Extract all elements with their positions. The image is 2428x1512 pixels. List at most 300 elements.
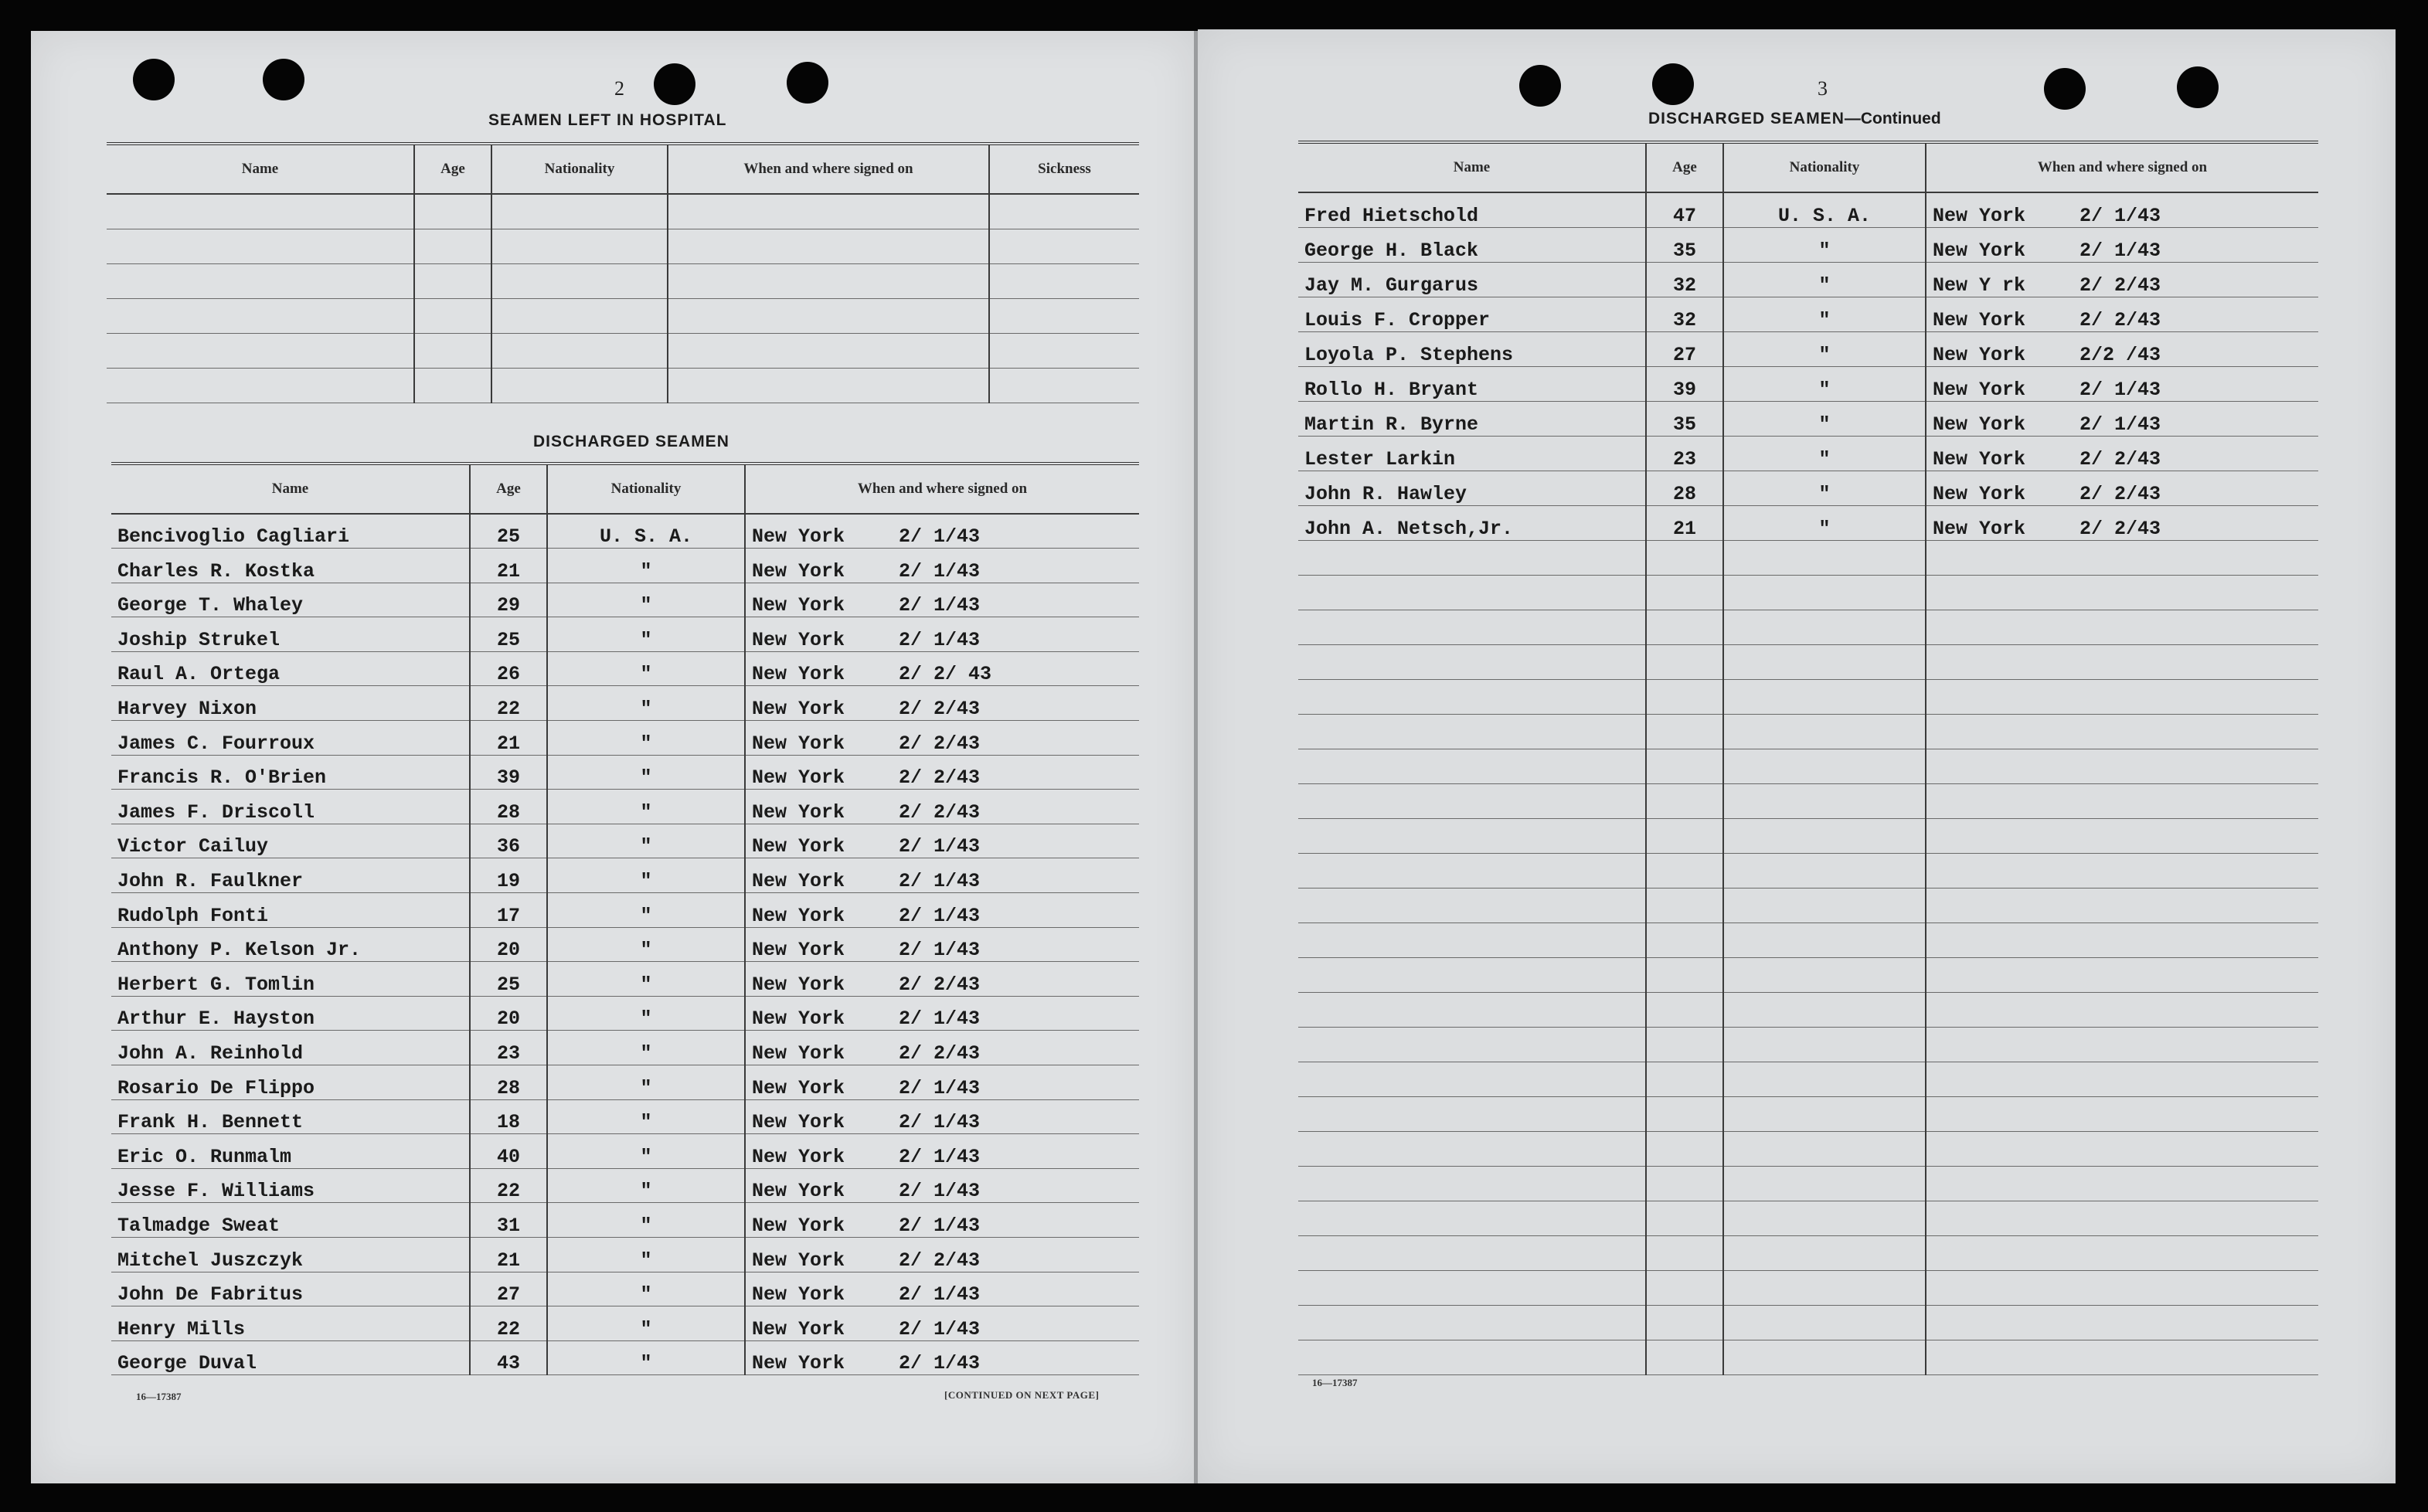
blank-row bbox=[1298, 540, 2318, 575]
blank-cell bbox=[107, 229, 414, 263]
blank-cell bbox=[1298, 1096, 1646, 1131]
blank-cell bbox=[1723, 818, 1926, 853]
seaman-age: 20 bbox=[470, 996, 547, 1031]
signed-on-place: New Y rk bbox=[1933, 274, 2026, 297]
hospital-blank-row bbox=[107, 298, 1139, 333]
signed-on-date: 2/ 2/43 bbox=[899, 1249, 981, 1272]
blank-cell bbox=[1646, 1235, 1723, 1270]
seaman-nationality: " bbox=[547, 1306, 745, 1341]
blank-cell bbox=[491, 368, 668, 403]
signed-on-date: 2/ 2/43 bbox=[899, 766, 981, 790]
blank-row bbox=[1298, 853, 2318, 888]
seaman-nationality: " bbox=[1723, 401, 1926, 436]
blank-cell bbox=[668, 368, 989, 403]
seaman-signed-on bbox=[745, 790, 1139, 824]
blank-cell bbox=[414, 298, 491, 333]
blank-cell bbox=[1298, 1166, 1646, 1201]
seaman-nationality: " bbox=[1723, 262, 1926, 297]
seaman-age: 40 bbox=[470, 1134, 547, 1169]
blank-cell bbox=[1926, 1201, 2318, 1235]
punch-hole bbox=[787, 62, 828, 104]
seaman-age: 31 bbox=[470, 1203, 547, 1238]
seaman-age: 36 bbox=[470, 824, 547, 858]
blank-cell bbox=[1646, 922, 1723, 957]
hospital-title: SEAMEN LEFT IN HOSPITAL bbox=[488, 111, 727, 129]
seaman-nationality: " bbox=[547, 1237, 745, 1272]
seaman-name: James C. Fourroux bbox=[111, 721, 470, 756]
seaman-row bbox=[1298, 262, 2318, 297]
title-suffix: —Continued bbox=[1844, 110, 1941, 127]
seaman-age: 22 bbox=[470, 686, 547, 721]
seaman-age: 25 bbox=[470, 962, 547, 997]
seaman-age: 35 bbox=[1646, 227, 1723, 262]
seaman-nationality: " bbox=[547, 962, 745, 997]
seaman-nationality: " bbox=[547, 721, 745, 756]
signed-on-place: New York bbox=[752, 835, 845, 858]
signed-on-place: New York bbox=[1933, 308, 2026, 331]
seaman-row bbox=[111, 1203, 1139, 1238]
seaman-signed-on bbox=[745, 1134, 1139, 1169]
discharged-continued-title bbox=[1648, 110, 1941, 128]
blank-cell bbox=[1646, 818, 1723, 853]
blank-cell bbox=[1723, 1201, 1926, 1235]
seaman-age: 35 bbox=[1646, 401, 1723, 436]
seaman-row bbox=[111, 1134, 1139, 1169]
seaman-row bbox=[1298, 436, 2318, 471]
header-age: Age bbox=[470, 464, 547, 514]
discharged-title: DISCHARGED SEAMEN bbox=[533, 433, 729, 450]
blank-cell bbox=[1926, 679, 2318, 714]
blank-cell bbox=[1646, 575, 1723, 610]
blank-row bbox=[1298, 957, 2318, 992]
signed-on-place: New York bbox=[752, 904, 845, 927]
blank-cell bbox=[1646, 957, 1723, 992]
signed-on-place: New York bbox=[752, 800, 845, 824]
seaman-age: 21 bbox=[1646, 505, 1723, 540]
blank-cell bbox=[989, 333, 1139, 368]
seaman-nationality: " bbox=[547, 996, 745, 1031]
seaman-row bbox=[111, 927, 1139, 962]
blank-cell bbox=[1723, 957, 1926, 992]
seaman-name: Charles R. Kostka bbox=[111, 549, 470, 583]
blank-row bbox=[1298, 644, 2318, 679]
seaman-name: Loyola P. Stephens bbox=[1298, 331, 1646, 366]
seaman-signed-on bbox=[745, 1099, 1139, 1134]
seaman-nationality: " bbox=[547, 1134, 745, 1169]
signed-on-date: 2/2 /43 bbox=[2079, 343, 2161, 366]
signed-on-date: 2/ 2/43 bbox=[2079, 517, 2161, 540]
blank-cell bbox=[1723, 575, 1926, 610]
blank-cell bbox=[1926, 1027, 2318, 1062]
seaman-row bbox=[111, 617, 1139, 652]
blank-cell bbox=[1723, 1340, 1926, 1374]
seaman-signed-on bbox=[745, 721, 1139, 756]
seaman-nationality: " bbox=[1723, 505, 1926, 540]
punch-hole bbox=[654, 63, 695, 105]
header-age: Age bbox=[1646, 142, 1723, 192]
seaman-age: 26 bbox=[470, 651, 547, 686]
seaman-signed-on bbox=[745, 1031, 1139, 1065]
seaman-nationality: " bbox=[547, 651, 745, 686]
seaman-age: 17 bbox=[470, 893, 547, 928]
blank-cell bbox=[668, 229, 989, 263]
blank-cell bbox=[1298, 1340, 1646, 1374]
seaman-name: George T. Whaley bbox=[111, 583, 470, 617]
header-signed-on: When and where signed on bbox=[745, 464, 1139, 514]
seaman-signed-on bbox=[745, 755, 1139, 790]
blank-cell bbox=[491, 194, 668, 229]
seaman-name: Francis R. O'Brien bbox=[111, 755, 470, 790]
blank-cell bbox=[1298, 853, 1646, 888]
hospital-blank-row bbox=[107, 333, 1139, 368]
blank-cell bbox=[1723, 1166, 1926, 1201]
seaman-row bbox=[111, 824, 1139, 858]
blank-cell bbox=[1646, 1340, 1723, 1374]
seaman-signed-on bbox=[745, 1203, 1139, 1238]
signed-on-date: 2/ 1/43 bbox=[899, 1076, 981, 1099]
seaman-row bbox=[111, 549, 1139, 583]
signed-on-date: 2/ 1/43 bbox=[899, 870, 981, 893]
blank-row bbox=[1298, 1270, 2318, 1305]
signed-on-date: 2/ 1/43 bbox=[2079, 204, 2161, 227]
seaman-row bbox=[1298, 471, 2318, 505]
blank-cell bbox=[1298, 749, 1646, 783]
signed-on-date: 2/ 1/43 bbox=[899, 904, 981, 927]
blank-cell bbox=[491, 298, 668, 333]
blank-cell bbox=[1646, 1270, 1723, 1305]
blank-cell bbox=[668, 263, 989, 298]
signed-on-place: New York bbox=[752, 525, 845, 549]
seaman-age: 21 bbox=[470, 721, 547, 756]
seaman-name: Frank H. Bennett bbox=[111, 1099, 470, 1134]
seaman-row bbox=[111, 721, 1139, 756]
seaman-nationality: " bbox=[547, 824, 745, 858]
blank-cell bbox=[1926, 749, 2318, 783]
blank-cell bbox=[1926, 575, 2318, 610]
blank-cell bbox=[1926, 888, 2318, 922]
signed-on-date: 2/ 1/43 bbox=[2079, 239, 2161, 262]
seaman-name: John De Fabritus bbox=[111, 1272, 470, 1306]
blank-cell bbox=[1298, 1305, 1646, 1340]
seaman-name: Joship Strukel bbox=[111, 617, 470, 652]
hospital-blank-row bbox=[107, 194, 1139, 229]
seaman-row bbox=[1298, 297, 2318, 331]
blank-cell bbox=[1298, 957, 1646, 992]
seaman-signed-on bbox=[745, 686, 1139, 721]
punch-hole bbox=[263, 59, 304, 100]
seaman-name: John R. Faulkner bbox=[111, 858, 470, 893]
seaman-signed-on bbox=[745, 858, 1139, 893]
blank-cell bbox=[1926, 853, 2318, 888]
signed-on-place: New York bbox=[752, 1214, 845, 1237]
blank-cell bbox=[1723, 1027, 1926, 1062]
seaman-name: Anthony P. Kelson Jr. bbox=[111, 927, 470, 962]
seaman-signed-on bbox=[1926, 471, 2318, 505]
header-name: Name bbox=[111, 464, 470, 514]
blank-cell bbox=[1646, 783, 1723, 818]
blank-cell bbox=[1926, 1340, 2318, 1374]
seaman-row bbox=[111, 755, 1139, 790]
signed-on-place: New York bbox=[752, 1283, 845, 1306]
seaman-row bbox=[1298, 192, 2318, 227]
blank-cell bbox=[1926, 1062, 2318, 1096]
blank-row bbox=[1298, 1305, 2318, 1340]
blank-row bbox=[1298, 888, 2318, 922]
seaman-nationality: U. S. A. bbox=[547, 514, 745, 549]
seaman-row bbox=[111, 583, 1139, 617]
seaman-name: James F. Driscoll bbox=[111, 790, 470, 824]
blank-cell bbox=[1723, 1235, 1926, 1270]
form-number: 16—17387 bbox=[1312, 1377, 1358, 1388]
blank-cell bbox=[1723, 749, 1926, 783]
blank-cell bbox=[1298, 1062, 1646, 1096]
signed-on-date: 2/ 2/43 bbox=[2079, 482, 2161, 505]
seaman-row bbox=[111, 893, 1139, 928]
blank-cell bbox=[1298, 679, 1646, 714]
seaman-signed-on bbox=[745, 617, 1139, 652]
seaman-age: 47 bbox=[1646, 192, 1723, 227]
signed-on-place: New York bbox=[752, 559, 845, 583]
seaman-name: Henry Mills bbox=[111, 1306, 470, 1341]
blank-cell bbox=[1723, 783, 1926, 818]
discharged-header-row bbox=[111, 464, 1139, 514]
seaman-signed-on bbox=[745, 962, 1139, 997]
seaman-signed-on bbox=[745, 824, 1139, 858]
seaman-signed-on bbox=[745, 927, 1139, 962]
seaman-age: 27 bbox=[470, 1272, 547, 1306]
seaman-signed-on bbox=[1926, 262, 2318, 297]
blank-cell bbox=[1723, 1062, 1926, 1096]
blank-cell bbox=[1298, 1270, 1646, 1305]
seaman-nationality: " bbox=[547, 927, 745, 962]
seaman-age: 39 bbox=[470, 755, 547, 790]
seaman-age: 21 bbox=[470, 1237, 547, 1272]
seaman-signed-on bbox=[745, 1065, 1139, 1100]
discharged-continued-table bbox=[1298, 141, 2318, 1375]
blank-cell bbox=[1723, 714, 1926, 749]
blank-row bbox=[1298, 1340, 2318, 1374]
signed-on-date: 2/ 1/43 bbox=[899, 1007, 981, 1031]
seaman-age: 20 bbox=[470, 927, 547, 962]
signed-on-date: 2/ 1/43 bbox=[899, 628, 981, 651]
seaman-name: Fred Hietschold bbox=[1298, 192, 1646, 227]
signed-on-date: 2/ 1/43 bbox=[899, 835, 981, 858]
seaman-nationality: " bbox=[547, 1203, 745, 1238]
seaman-signed-on bbox=[745, 1340, 1139, 1375]
seaman-name: Jesse F. Williams bbox=[111, 1168, 470, 1203]
blank-row bbox=[1298, 610, 2318, 644]
seaman-signed-on bbox=[745, 549, 1139, 583]
seaman-row bbox=[111, 1340, 1139, 1375]
blank-cell bbox=[1723, 610, 1926, 644]
blank-cell bbox=[1926, 610, 2318, 644]
signed-on-place: New York bbox=[1933, 482, 2026, 505]
signed-on-date: 2/ 2/43 bbox=[2079, 308, 2161, 331]
seaman-name: Martin R. Byrne bbox=[1298, 401, 1646, 436]
seaman-signed-on bbox=[745, 1168, 1139, 1203]
seaman-name: Lester Larkin bbox=[1298, 436, 1646, 471]
blank-row bbox=[1298, 992, 2318, 1027]
blank-cell bbox=[989, 298, 1139, 333]
blank-cell bbox=[1926, 540, 2318, 575]
seaman-row bbox=[111, 514, 1139, 549]
seaman-nationality: " bbox=[547, 790, 745, 824]
blank-row bbox=[1298, 1096, 2318, 1131]
seaman-nationality: " bbox=[547, 617, 745, 652]
seaman-name: John A. Netsch,Jr. bbox=[1298, 505, 1646, 540]
signed-on-place: New York bbox=[1933, 204, 2026, 227]
blank-cell bbox=[107, 194, 414, 229]
blank-cell bbox=[1646, 714, 1723, 749]
blank-cell bbox=[1298, 992, 1646, 1027]
signed-on-date: 2/ 1/43 bbox=[899, 939, 981, 962]
blank-cell bbox=[1723, 540, 1926, 575]
seaman-row bbox=[111, 858, 1139, 893]
header-signed-on: When and where signed on bbox=[1926, 142, 2318, 192]
seaman-row bbox=[111, 1306, 1139, 1341]
signed-on-date: 2/ 1/43 bbox=[899, 525, 981, 549]
blank-cell bbox=[1926, 992, 2318, 1027]
blank-cell bbox=[1723, 644, 1926, 679]
blank-cell bbox=[1723, 853, 1926, 888]
seaman-age: 22 bbox=[470, 1168, 547, 1203]
signed-on-place: New York bbox=[1933, 239, 2026, 262]
seaman-nationality: " bbox=[1723, 471, 1926, 505]
seaman-signed-on bbox=[745, 893, 1139, 928]
signed-on-date: 2/ 2/43 bbox=[899, 973, 981, 996]
header-name: Name bbox=[107, 144, 414, 194]
seaman-name: Arthur E. Hayston bbox=[111, 996, 470, 1031]
blank-cell bbox=[1298, 1027, 1646, 1062]
signed-on-place: New York bbox=[752, 1007, 845, 1031]
signed-on-date: 2/ 1/43 bbox=[899, 1145, 981, 1168]
signed-on-place: New York bbox=[1933, 378, 2026, 401]
blank-cell bbox=[1646, 540, 1723, 575]
signed-on-place: New York bbox=[752, 732, 845, 755]
seaman-nationality: " bbox=[547, 1272, 745, 1306]
blank-row bbox=[1298, 714, 2318, 749]
blank-cell bbox=[1646, 1131, 1723, 1166]
blank-cell bbox=[414, 368, 491, 403]
seaman-age: 29 bbox=[470, 583, 547, 617]
blank-cell bbox=[1646, 1201, 1723, 1235]
blank-cell bbox=[1723, 1305, 1926, 1340]
seaman-nationality: " bbox=[1723, 366, 1926, 401]
seaman-name: Victor Cailuy bbox=[111, 824, 470, 858]
seaman-nationality: " bbox=[1723, 331, 1926, 366]
signed-on-place: New York bbox=[752, 1111, 845, 1134]
hospital-blank-row bbox=[107, 263, 1139, 298]
signed-on-date: 2/ 2/43 bbox=[899, 800, 981, 824]
blank-cell bbox=[1646, 679, 1723, 714]
seaman-nationality: " bbox=[547, 858, 745, 893]
seaman-nationality: " bbox=[547, 1099, 745, 1134]
form-number: 16—17387 bbox=[136, 1391, 182, 1402]
blank-cell bbox=[491, 333, 668, 368]
blank-cell bbox=[107, 333, 414, 368]
blank-cell bbox=[1298, 1201, 1646, 1235]
page-number: 2 bbox=[614, 77, 624, 100]
blank-row bbox=[1298, 1166, 2318, 1201]
seaman-age: 23 bbox=[470, 1031, 547, 1065]
seaman-signed-on bbox=[745, 1272, 1139, 1306]
blank-cell bbox=[1926, 1235, 2318, 1270]
blank-cell bbox=[1298, 888, 1646, 922]
seaman-signed-on bbox=[1926, 297, 2318, 331]
seaman-age: 28 bbox=[470, 790, 547, 824]
seaman-nationality: " bbox=[547, 893, 745, 928]
blank-cell bbox=[1926, 1131, 2318, 1166]
seaman-name: Talmadge Sweat bbox=[111, 1203, 470, 1238]
seaman-nationality: " bbox=[1723, 297, 1926, 331]
signed-on-place: New York bbox=[752, 1180, 845, 1203]
seaman-signed-on bbox=[1926, 192, 2318, 227]
blank-cell bbox=[1926, 922, 2318, 957]
signed-on-place: New York bbox=[1933, 517, 2026, 540]
signed-on-date: 2/ 1/43 bbox=[899, 1352, 981, 1375]
blank-cell bbox=[1646, 1062, 1723, 1096]
seaman-signed-on bbox=[745, 996, 1139, 1031]
seaman-row bbox=[111, 1031, 1139, 1065]
seaman-nationality: U. S. A. bbox=[1723, 192, 1926, 227]
seaman-row bbox=[111, 1099, 1139, 1134]
seaman-signed-on bbox=[1926, 366, 2318, 401]
blank-row bbox=[1298, 1235, 2318, 1270]
blank-cell bbox=[1298, 922, 1646, 957]
blank-cell bbox=[1646, 1166, 1723, 1201]
blank-cell bbox=[1646, 1305, 1723, 1340]
seaman-row bbox=[111, 962, 1139, 997]
seaman-name: George H. Black bbox=[1298, 227, 1646, 262]
blank-row bbox=[1298, 575, 2318, 610]
seaman-row bbox=[111, 996, 1139, 1031]
seaman-age: 28 bbox=[470, 1065, 547, 1100]
blank-cell bbox=[1926, 644, 2318, 679]
seaman-signed-on bbox=[1926, 401, 2318, 436]
seaman-signed-on bbox=[1926, 505, 2318, 540]
blank-cell bbox=[1646, 1096, 1723, 1131]
seaman-signed-on bbox=[745, 651, 1139, 686]
blank-cell bbox=[1926, 1305, 2318, 1340]
seaman-name: Rollo H. Bryant bbox=[1298, 366, 1646, 401]
blank-cell bbox=[1298, 540, 1646, 575]
blank-cell bbox=[107, 263, 414, 298]
blank-cell bbox=[1298, 610, 1646, 644]
blank-row bbox=[1298, 783, 2318, 818]
blank-cell bbox=[491, 229, 668, 263]
seaman-age: 18 bbox=[470, 1099, 547, 1134]
seaman-age: 43 bbox=[470, 1340, 547, 1375]
blank-row bbox=[1298, 1201, 2318, 1235]
signed-on-date: 2/ 2/43 bbox=[899, 732, 981, 755]
signed-on-place: New York bbox=[752, 628, 845, 651]
blank-cell bbox=[1723, 992, 1926, 1027]
blank-cell bbox=[1646, 888, 1723, 922]
blank-cell bbox=[1646, 992, 1723, 1027]
signed-on-place: New York bbox=[752, 698, 845, 721]
blank-cell bbox=[1723, 1131, 1926, 1166]
seaman-row bbox=[1298, 227, 2318, 262]
blank-cell bbox=[1298, 714, 1646, 749]
seaman-name: Bencivoglio Cagliari bbox=[111, 514, 470, 549]
hospital-header-row bbox=[107, 144, 1139, 194]
blank-cell bbox=[1723, 679, 1926, 714]
seaman-nationality: " bbox=[547, 1065, 745, 1100]
blank-cell bbox=[989, 194, 1139, 229]
signed-on-place: New York bbox=[752, 663, 845, 686]
signed-on-date: 2/ 1/43 bbox=[899, 1317, 981, 1340]
signed-on-date: 2/ 2/43 bbox=[899, 698, 981, 721]
